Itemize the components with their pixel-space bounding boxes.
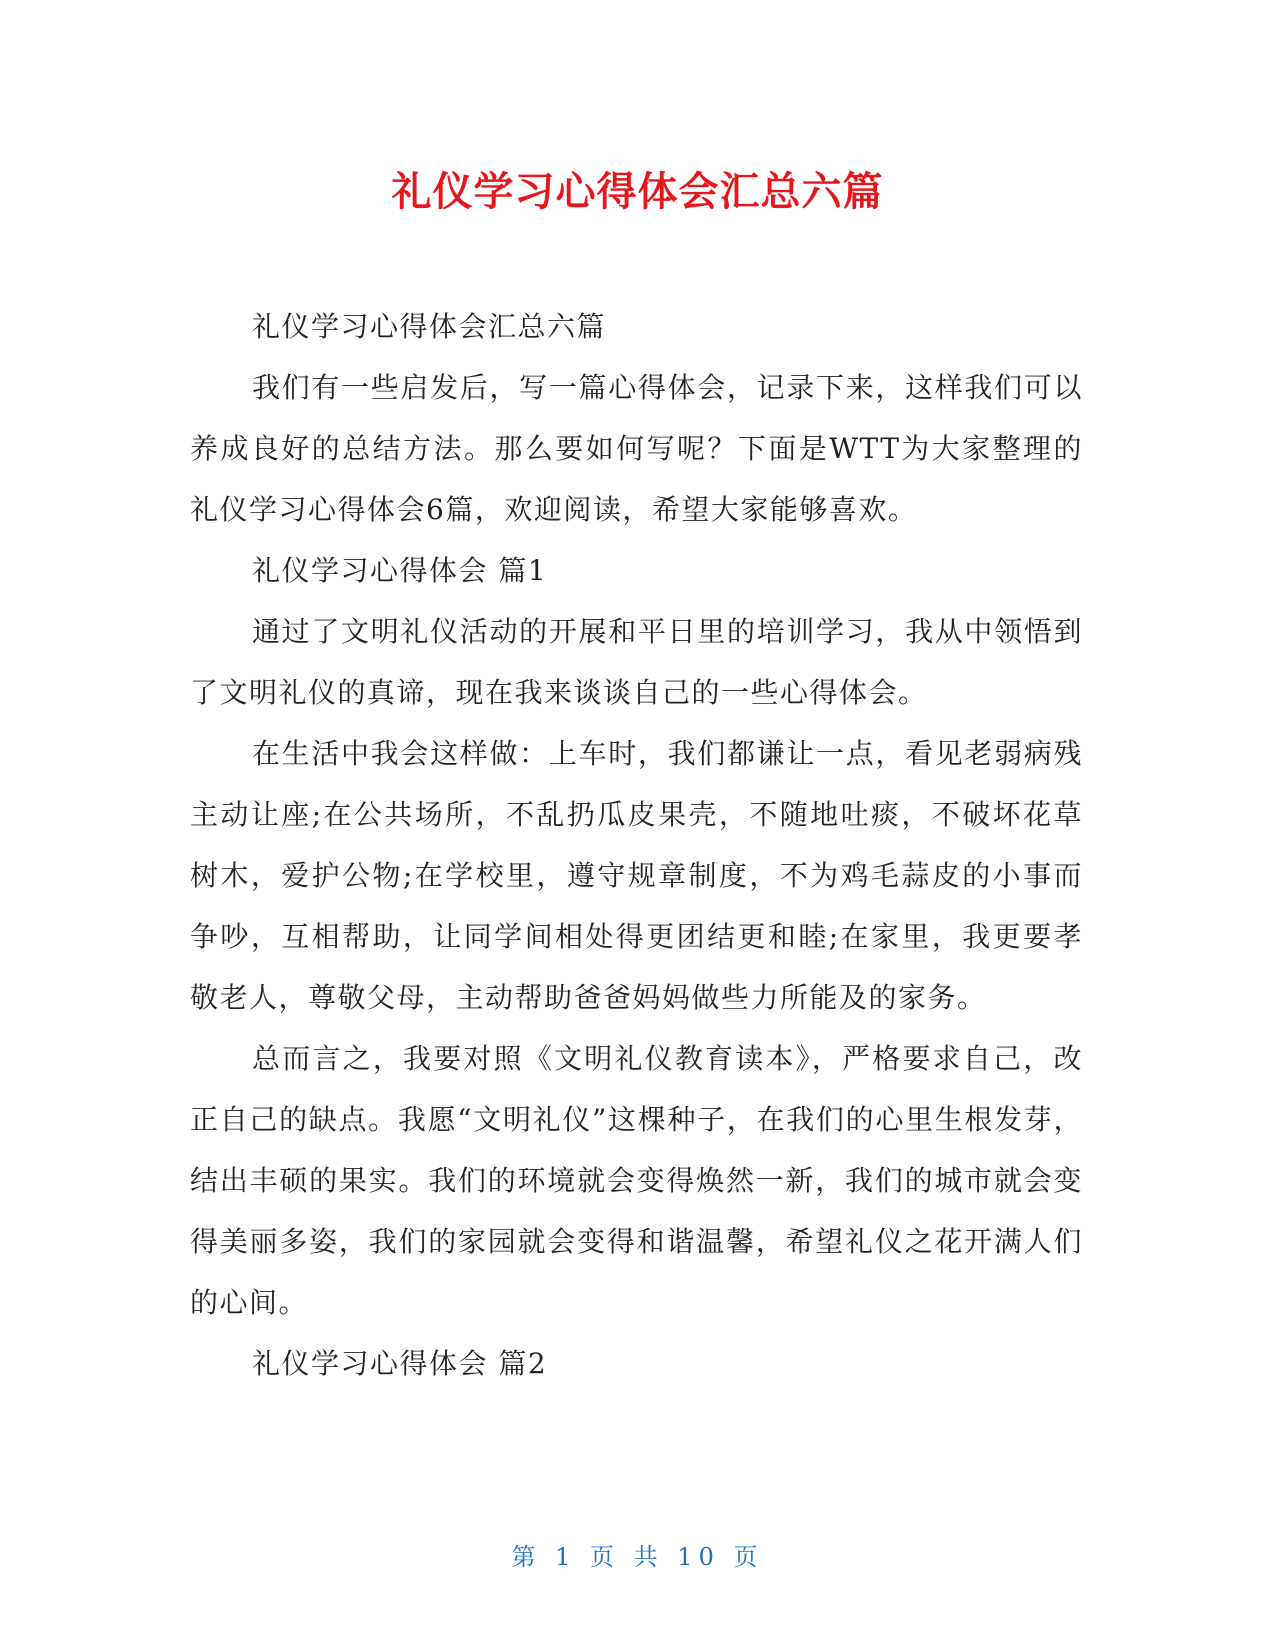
section-heading: 礼仪学习心得体会 篇2 [252,1347,548,1380]
document-body [190,296,1083,1394]
document-title: 礼仪学习心得体会汇总六篇 [391,169,884,215]
page-number-footer: 第 1 页 共 10 页 [511,1543,764,1571]
section-heading: 礼仪学习心得体会 篇1 [252,554,548,587]
paragraph: 总而言之，我要对照《文明礼仪教育读本》，严格要求自己，改正自己的缺点。我愿“文明礼仪”这棵种子，在我们的心里生根发芽，结出丰硕的果实。我们的环境就会变得焕然一新，我们的城市就会变得美丽多姿，我们的家园就会变得和谐温馨，希望礼仪之花开满人们的心间。 [190,1042,1083,1319]
paragraph: 我们有一些启发后，写一篇心得体会，记录下来，这样我们可以养成良好的总结方法。那么要如何写呢？下面是WTT为大家整理的礼仪学习心得体会6篇，欢迎阅读，希望大家能够喜欢。 [190,371,1083,526]
paragraph: 通过了文明礼仪活动的开展和平日里的培训学习，我从中领悟到了文明礼仪的真谛，现在我来谈谈自己的一些心得体会。 [190,615,1083,709]
paragraph: 礼仪学习心得体会汇总六篇 [252,310,607,343]
paragraph: 在生活中我会这样做：上车时，我们都谦让一点，看见老弱病残主动让座;在公共场所，不乱扔瓜皮果壳，不随地吐痰，不破坏花草树木，爱护公物;在学校里，遵守规章制度，不为鸡毛蒜皮的小事而争吵，互相帮助，让同学间相处得更团结更和睦;在家里，我更要孝敬老人，尊敬父母，主动帮助爸爸妈妈做些力所能及的家务。 [190,737,1083,1014]
